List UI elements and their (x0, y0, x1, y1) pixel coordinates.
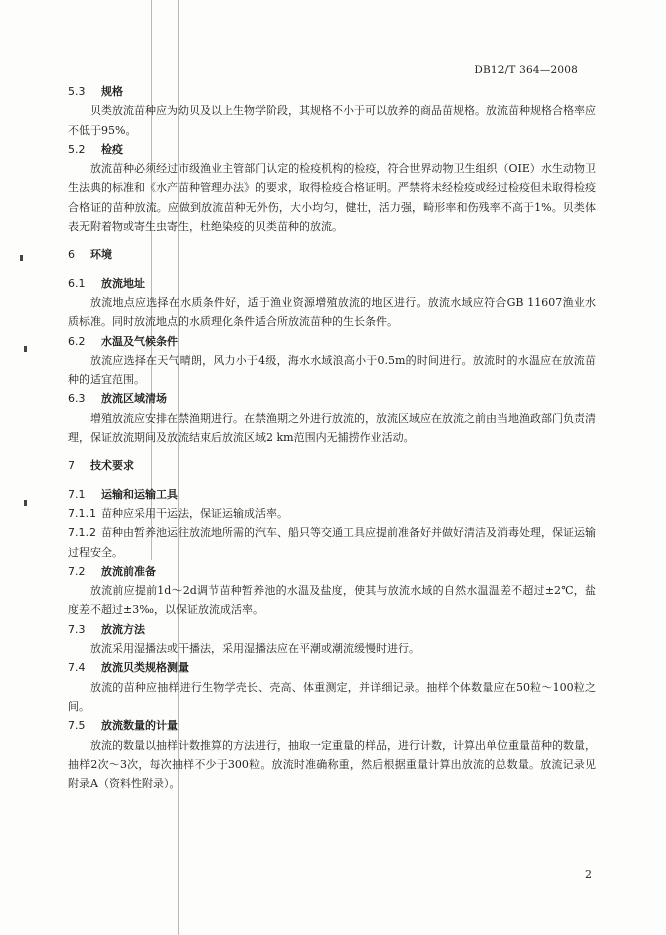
clause-item (68, 523, 596, 562)
section-number: 5.3 (68, 85, 86, 98)
chapter-heading (68, 245, 596, 264)
clause-number: 7.1.2 (68, 526, 96, 540)
paragraph: 放流采用湿播法或干播法，采用湿播法应在平潮或潮流缓慢时进行。 (90, 642, 420, 656)
section-title: 放流方法 (101, 622, 145, 636)
scan-speck (24, 500, 27, 506)
paragraph: 放流的苗种应抽样进行生物学壳长、壳高、体重测定，并详细记录。抽样个体数量应在50粒～100粒之间。 (68, 680, 596, 713)
section-number: 7.1 (68, 487, 86, 501)
section-title: 规格 (101, 85, 123, 98)
paragraph: 增殖放流应安排在禁渔期进行。在禁渔期之外进行放流的，放流区域应在放流之前由当地渔政部门负责清理，保证放流期间及放流结束后放流区域2 km范围内无捕捞作业活动。 (68, 411, 596, 445)
doc-code-header: DB12/T 364—2008 (474, 64, 578, 76)
clause-text: 苗种应采用干运法，保证运输成活率。 (101, 506, 288, 520)
section-number: 7.3 (68, 622, 86, 636)
section-title: 运输和运输工具 (101, 487, 178, 501)
page-number: 2 (585, 868, 592, 881)
chapter-heading (68, 456, 596, 475)
scan-speck (20, 255, 23, 261)
paragraph: 放流的数量以抽样计数推算的方法进行，抽取一定重量的样品，进行计数，计算出单位重量苗种的数量，抽样2次～3次，每次抽样不少于300粒。放流时准确称重，然后根据重量计算出放流的总数量。放流记录见附录A（资料性附录）。 (68, 738, 596, 791)
section-title: 检疫 (101, 142, 123, 156)
document-body (68, 82, 596, 793)
section-title: 放流区域清场 (101, 392, 167, 406)
section-number: 7.4 (68, 661, 86, 675)
paragraph: 放流应选择在天气晴朗，风力小于4级，海水水域浪高小于0.5m的时间进行。放流时的水温应在放流苗种的适宜范围。 (68, 353, 596, 387)
section-number: 6.2 (68, 334, 86, 348)
chapter-number: 7 (68, 459, 75, 473)
section-number: 6.3 (68, 392, 86, 406)
section-title: 放流地址 (101, 276, 145, 290)
clause-text: 苗种由暂养池运往放流地所需的汽车、船只等交通工具应提前准备好并做好清洁及消毒处理，保证运输过程安全。 (68, 526, 596, 559)
section-heading (68, 332, 596, 351)
section-heading (68, 82, 596, 101)
section-title: 放流贝类规格测量 (101, 661, 189, 675)
section-title: 放流数量的计量 (101, 719, 178, 733)
chapter-title: 技术要求 (90, 459, 134, 473)
section-heading (68, 716, 596, 735)
chapter-number: 6 (68, 248, 75, 262)
clause-number: 7.1.1 (68, 506, 96, 520)
paragraph: 放流地点应选择在水质条件好，适于渔业资源增殖放流的地区进行。放流水域应符合GB 11607渔业水质标准。同时放流地点的水质理化条件适合所放流苗种的生长条件。 (68, 295, 596, 329)
section-title: 水温及气候条件 (101, 334, 178, 348)
section-heading (68, 140, 596, 159)
section-heading (68, 562, 596, 581)
section-number: 6.1 (68, 276, 86, 290)
clause-item (68, 504, 596, 523)
section-heading (68, 485, 596, 504)
scan-speck (24, 346, 27, 352)
paragraph: 贝类放流苗种应为幼贝及以上生物学阶段，其规格不小于可以放养的商品苗规格。放流苗种规格合格率应不低于95%。 (68, 104, 596, 137)
section-number: 7.2 (68, 564, 86, 578)
section-number: 5.2 (68, 142, 86, 156)
section-heading (68, 620, 596, 639)
paragraph: 放流苗种必须经过市级渔业主管部门认定的检疫机构的检疫，符合世界动物卫生组织（OIE）水生动物卫生法典的标准和《水产苗种管理办法》的要求，取得检疫合格证明。严禁将未经检疫或经过检疫但未取得检疫合格证的苗种放流。应做到放流苗种无外伤，大小均匀，健壮，活力强，畸形率和伤残率不高于1%。贝类体表无附着物或寄生虫寄生，杜绝染疫的贝类苗种的放流。 (68, 162, 596, 234)
section-heading (68, 274, 596, 293)
chapter-title: 环境 (90, 248, 112, 262)
section-heading (68, 389, 596, 408)
section-title: 放流前准备 (101, 564, 156, 578)
section-heading (68, 658, 596, 677)
section-number: 7.5 (68, 719, 86, 733)
paragraph: 放流前应提前1d～2d调节苗种暂养池的水温及盐度，使其与放流水域的自然水温温差不超过±2℃，盐度差不超过±3‰，以保证放流成活率。 (68, 584, 596, 617)
